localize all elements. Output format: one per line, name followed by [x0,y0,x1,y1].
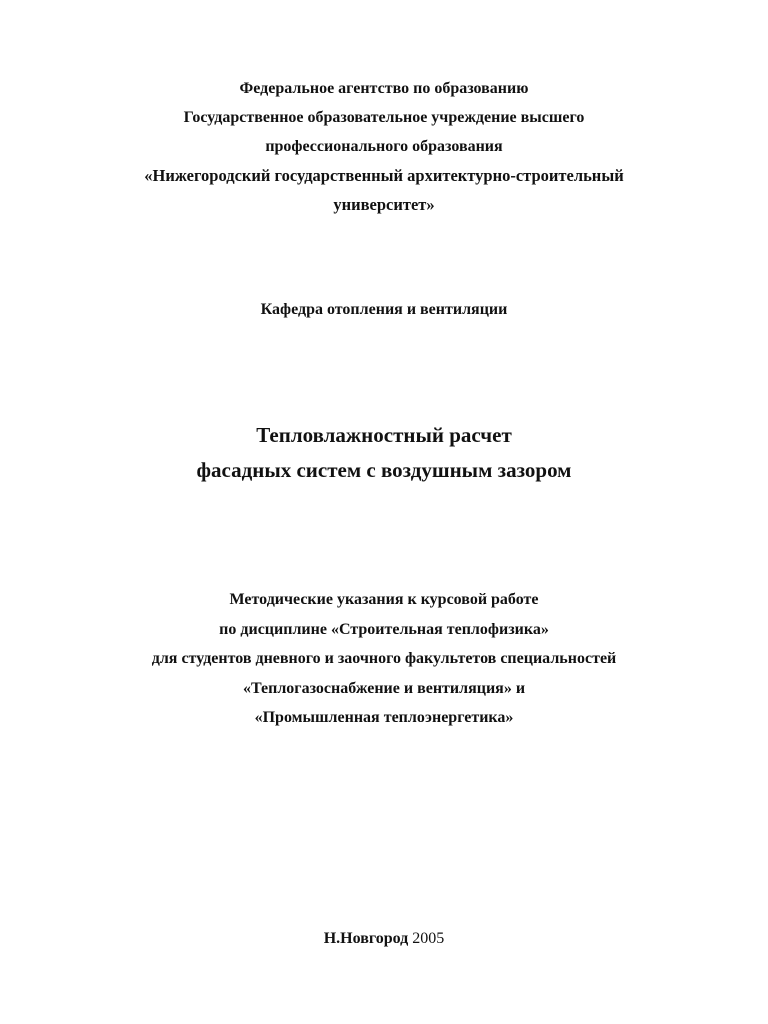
description-line-5: «Промышленная теплоэнергетика» [254,709,514,726]
title-line-2: фасадных систем с воздушным зазором [196,458,572,482]
department-block [0,299,768,321]
place-and-year [0,928,768,950]
description-line-2: по дисциплине «Строительная теплофизика» [219,620,549,638]
institution-type-line: Государственное образовательное учреждение высшего [183,109,585,126]
department-name: Кафедра отопления и вентиляции [260,301,508,318]
university-name-line-2: университет» [333,195,435,214]
year: 2005 [412,930,445,947]
title-line-1: Тепловлажностный расчет [256,423,512,447]
document-description [0,585,768,733]
description-line-1: Методические указания к курсовой работе [229,591,539,608]
description-line-3: для студентов дневного и заочного факультетов специальностей [151,650,617,667]
city: Н.Новгород [323,930,409,947]
description-line-4: «Теплогазоснабжение и вентиляция» и [242,679,526,697]
university-name-line: «Нижегородский государственный архитектурно-строительный [144,166,624,185]
document-title [0,418,768,488]
institution-header [0,74,768,219]
document-footer [0,928,768,950]
institution-type-line-2: профессионального образования [265,138,503,155]
agency-line: Федеральное агентство по образованию [239,80,529,97]
